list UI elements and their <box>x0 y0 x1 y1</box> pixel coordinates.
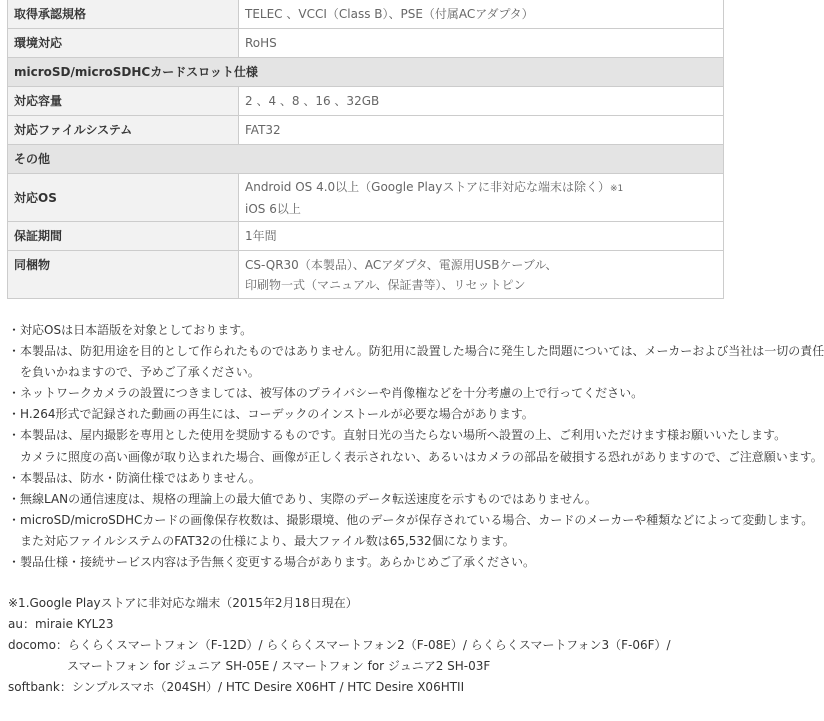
row-label: 保証期間 <box>8 222 239 251</box>
row-value <box>239 174 724 222</box>
row-label: 対応OS <box>8 174 239 222</box>
footnote-softbank: softbank：シンプルスマホ（204SH）/ HTC Desire X06HT / HTC Desire X06HTII <box>8 680 465 694</box>
table-row <box>8 174 724 222</box>
table-row <box>8 87 724 116</box>
os-android: Android OS 4.0以上（Google Playストアに非対応な端末は除く） <box>245 179 610 194</box>
footnote-docomo-1: docomo：らくらくスマートフォン（F-12D）/ らくらくスマートフォン2（F-08E）/ らくらくスマートフォン3（F-06F）/ <box>8 638 671 652</box>
note-line: ・製品仕様・接続サービス内容は予告無く変更する場合があります。あらかじめご了承ください。 <box>8 555 536 570</box>
row-label: 同梱物 <box>8 251 239 299</box>
row-label: 対応ファイルシステム <box>8 116 239 145</box>
footnote-au: au：miraie KYL23 <box>8 617 114 631</box>
bundle-line-2: 印刷物一式（マニュアル、保証書等）、リセットピン <box>245 277 526 292</box>
row-value: TELEC 、VCCI（Class B）、PSE（付属ACアダプタ） <box>239 0 724 29</box>
os-line-2: iOS 6以上 <box>245 201 301 216</box>
row-label: 環境対応 <box>8 29 239 58</box>
os-line-1 <box>245 177 717 199</box>
row-value: RoHS <box>239 29 724 58</box>
note-line: カメラに照度の高い画像が取り込まれた場合、画像が正しく表示されない、あるいはカメラの部品を破損する恐れがありますので、ご注意願います。 <box>8 449 823 464</box>
row-value <box>239 251 724 299</box>
table-row <box>8 116 724 145</box>
note-line: を負いかねますので、予めご了承ください。 <box>8 365 260 380</box>
footnote-docomo-2: スマートフォン for ジュニア SH-05E / スマートフォン for ジュニア2 SH-03F <box>67 659 491 673</box>
section-header <box>8 145 724 174</box>
footnote-title: ※1.Google Playストアに非対応な端末（2015年2月18日現在） <box>8 596 358 610</box>
section-title-sd: microSD/microSDHCカードスロット仕様 <box>8 58 724 87</box>
row-label: 取得承認規格 <box>8 0 239 29</box>
note-line: ・H.264形式で記録された動画の再生には、コーデックのインストールが必要な場合があります。 <box>8 407 534 422</box>
row-label: 対応容量 <box>8 87 239 116</box>
table-row <box>8 251 724 299</box>
note-line: ・本製品は、防犯用途を目的として作られたものではありません。防犯用に設置した場合に発生した問題については、メーカーおよび当社は一切の責任 <box>8 344 824 359</box>
section-header <box>8 58 724 87</box>
notes-list <box>8 320 824 573</box>
section-title-other: その他 <box>8 145 724 174</box>
note-line: ・microSD/microSDHCカードの画像保存枚数は、撮影環境、他のデータが保存されている場合、カードのメーカーや種類などによって変動します。 <box>8 512 814 527</box>
spec-table <box>7 0 724 299</box>
row-value: 1年間 <box>239 222 724 251</box>
table-row <box>8 29 724 58</box>
footnote-block <box>8 593 726 698</box>
row-value: 2 、4 、8 、16 、32GB <box>239 87 724 116</box>
note-line: ・無線LANの通信速度は、規格の理論上の最大値であり、実際のデータ転送速度を示すものではありません。 <box>8 491 597 506</box>
table-row <box>8 0 724 29</box>
row-value: FAT32 <box>239 116 724 145</box>
note-line: また対応ファイルシステムのFAT32の仕様により、最大ファイル数は65,532個になります。 <box>8 533 515 548</box>
table-row <box>8 222 724 251</box>
note-line: ・本製品は、防水・防滴仕様ではありません。 <box>8 470 261 485</box>
note-line: ・本製品は、屋内撮影を専用とした使用を奨励するものです。直射日光の当たらない場所へ設置の上、ご利用いただけます様お願いいたします。 <box>8 428 787 443</box>
note-line: ・ネットワークカメラの設置につきましては、被写体のプライバシーや肖像権などを十分考慮の上で行ってください。 <box>8 386 644 401</box>
footnote-mark: ※1 <box>609 183 624 194</box>
bundle-line-1: CS-QR30（本製品）、ACアダプタ、電源用USBケーブル、 <box>245 257 558 272</box>
note-line: ・対応OSは日本語版を対象としております。 <box>8 323 253 337</box>
